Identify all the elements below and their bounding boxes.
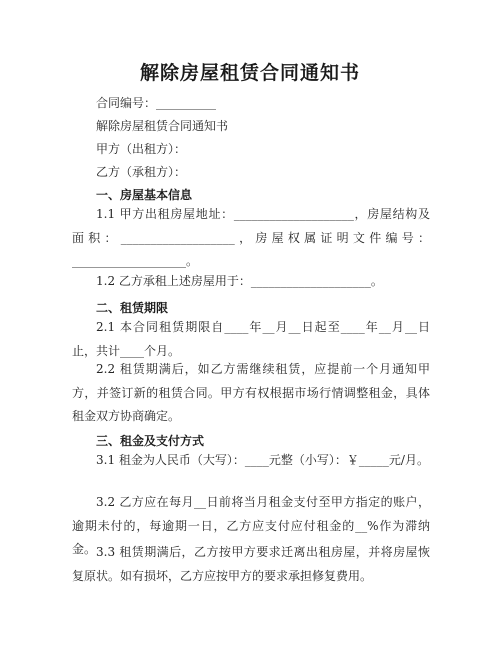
paragraph-1-2: 1.2 乙方承租上述房屋用于：____________________。 [96,274,383,288]
paragraph-2-1: 2.1 本合同租赁期限自____年__月__日起至____年__月__日止，共计____个月。 [72,320,430,358]
paragraph-3-2: 3.2 乙方应在每月__日前将当月租金支付至甲方指定的账户，逾期未付的，每逾期一日，乙方应支付应付租金的__%作为滞纳金。 [72,495,430,556]
paragraph-3-3: 3.3 租赁期满后，乙方按甲方要求迁离出租房屋，并将房屋恢复原状。如有损坏，乙方应按甲方的要求承担修复费用。 [72,545,430,583]
paragraph-2-2: 2.2 租赁期满后，如乙方需继续租赁，应提前一个月通知甲方，并签订新的租赁合同。甲方有权根据市场行情调整租金，具体租金双方协商确定。 [72,362,430,423]
section-heading-property-info: 一、房屋基本信息 [96,188,193,202]
party-b-line: 乙方（承租方）： [96,165,187,179]
document-title: 解除房屋租赁合同通知书 [139,62,360,84]
paragraph-3-1: 3.1 租金为人民币（大写）：____元整（小写）：￥_____元/月。 [96,453,429,467]
party-a-line: 甲方（出租方）： [96,142,187,156]
section-heading-lease-term: 二、租赁期限 [96,301,169,315]
notice-name-line: 解除房屋租赁合同通知书 [96,119,229,133]
paragraph-1-1: 1.1 甲方出租房屋地址：____________________，房屋结构及面积：___________________，房屋权属证明文件编号：___________________。 [72,207,430,268]
contract-number-line: 合同编号：__________ [96,96,217,110]
section-heading-rent-payment: 三、租金及支付方式 [96,434,205,448]
